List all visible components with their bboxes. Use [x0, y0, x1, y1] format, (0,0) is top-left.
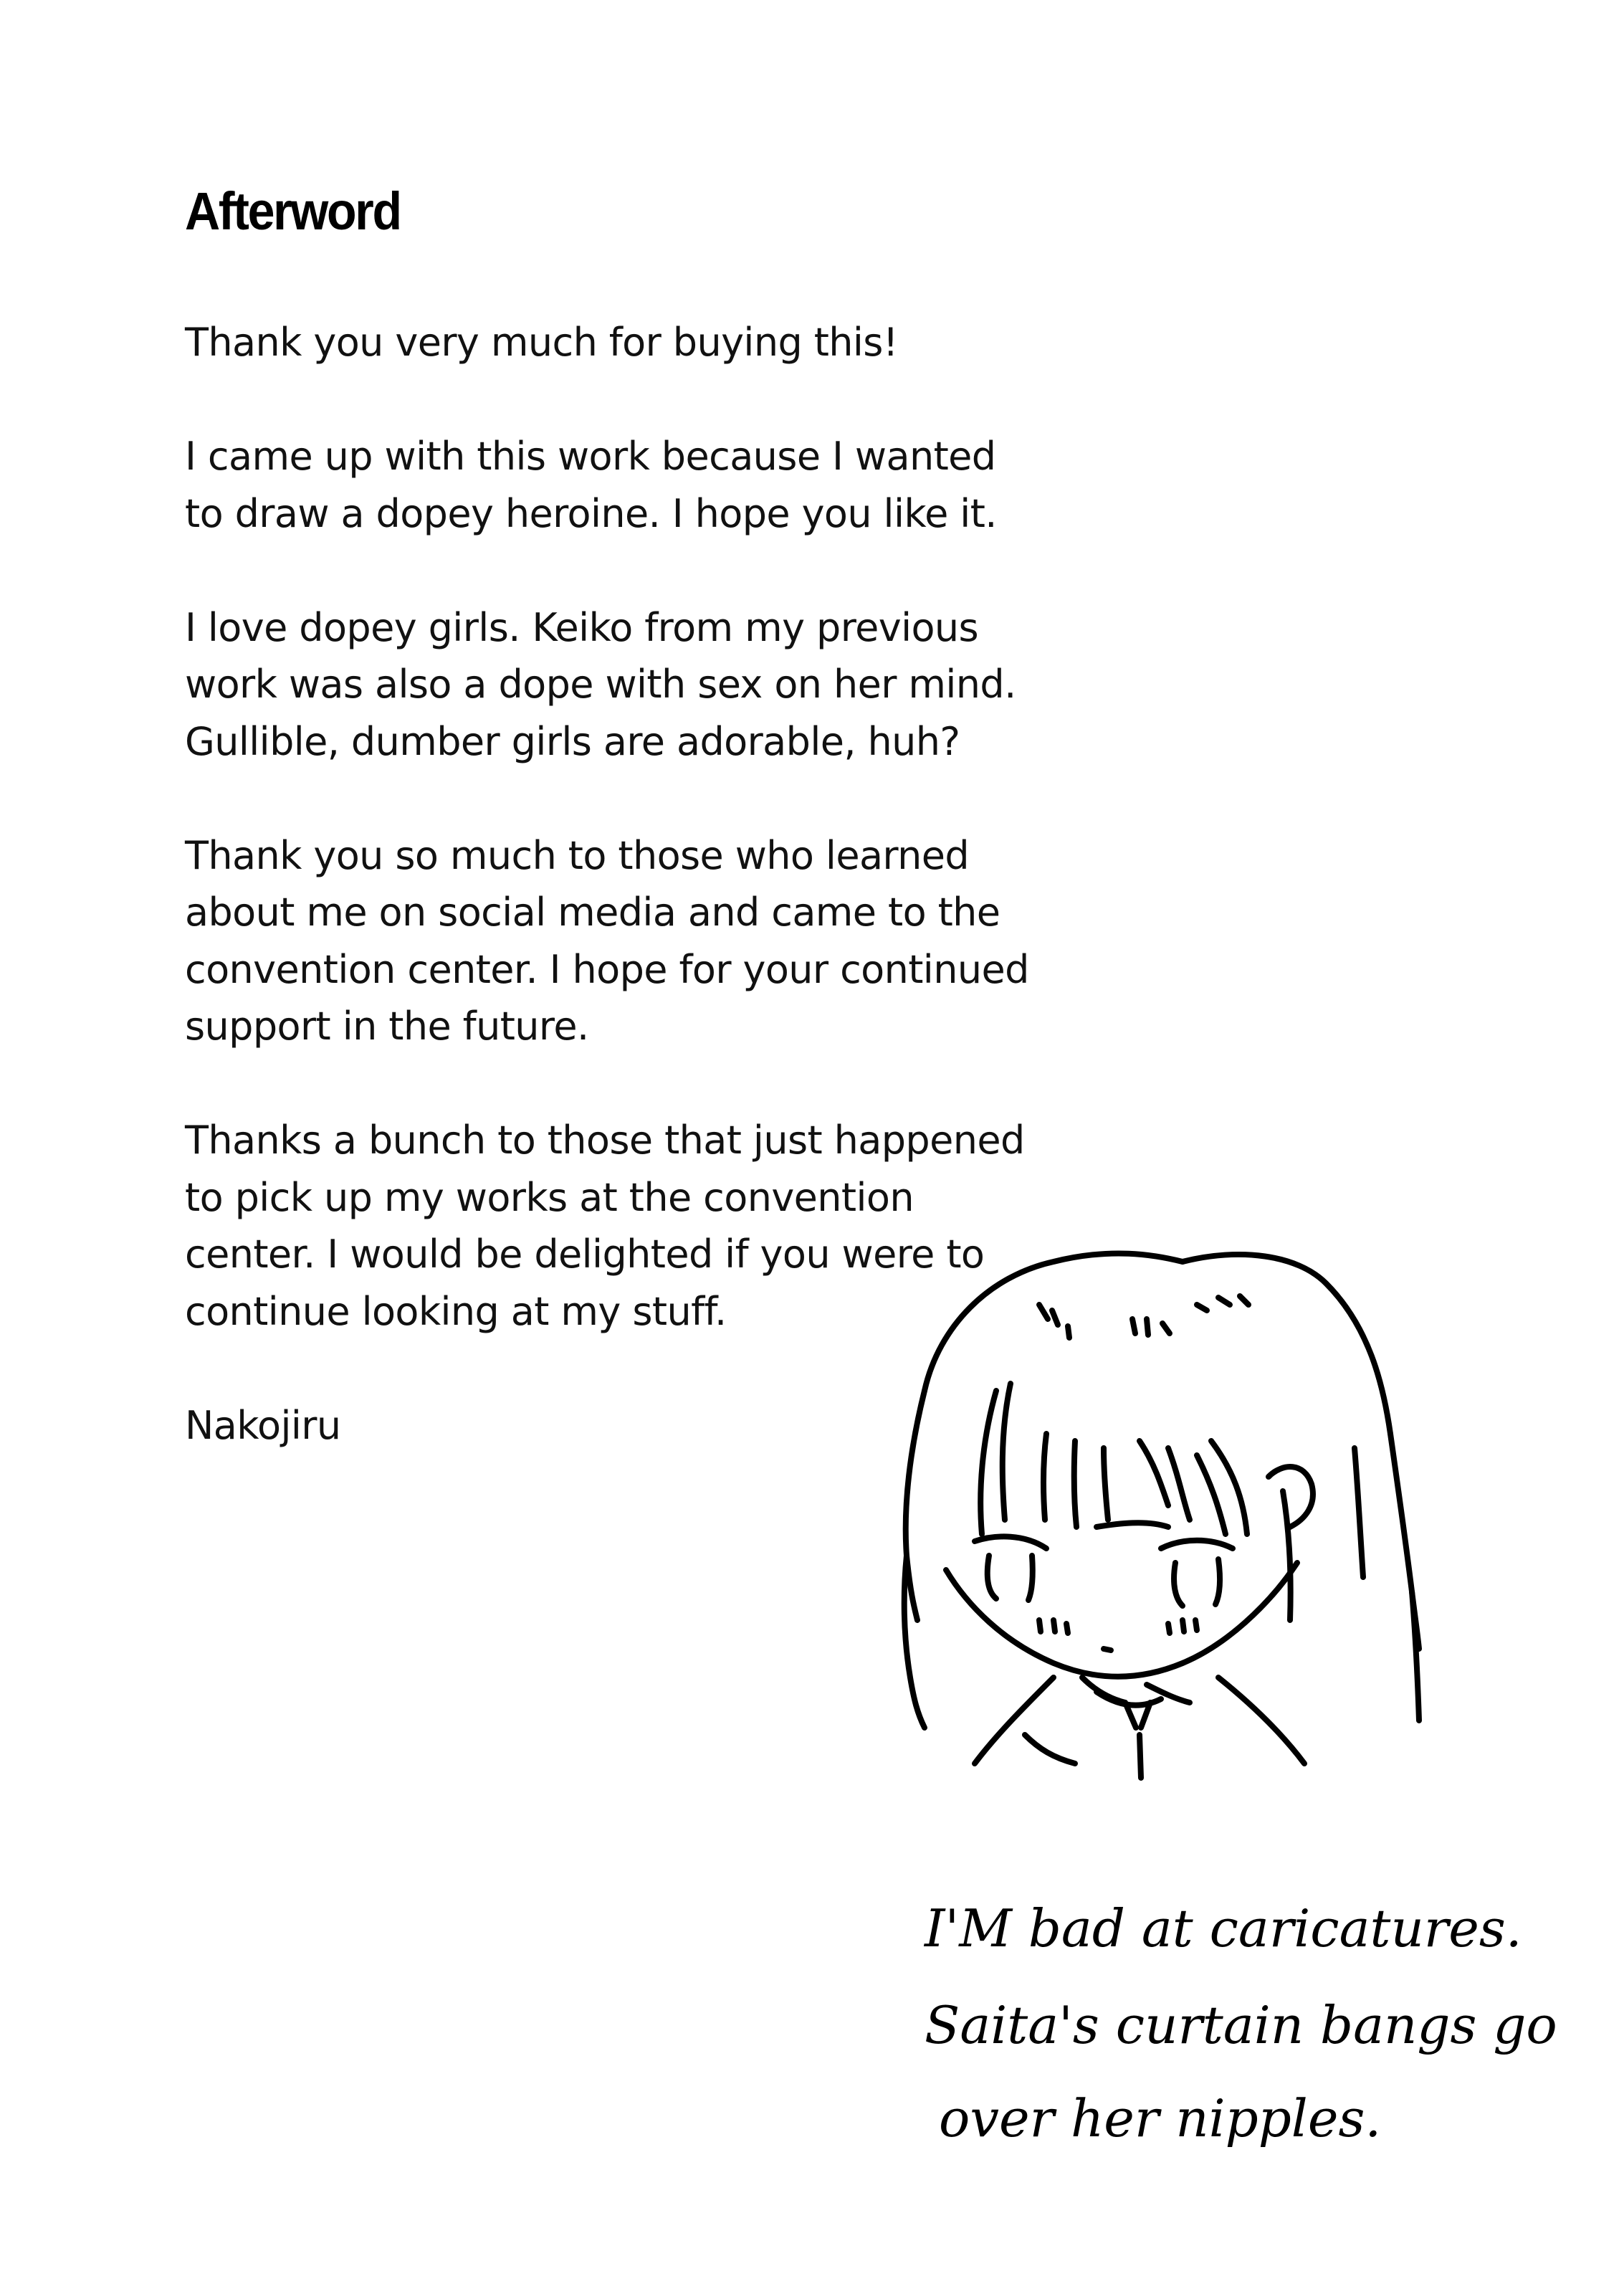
- paragraph-2: [185, 428, 1074, 542]
- handwritten-line-3: over her nipples.: [939, 2088, 1382, 2148]
- paragraph-3: [185, 599, 1074, 771]
- text-line: Thanks a bunch to those that just happened: [185, 1118, 1025, 1163]
- text-line: I love dopey girls. Keiko from my previous: [185, 604, 979, 650]
- signature-text: Nakojiru: [185, 1402, 341, 1448]
- text-line: work was also a dope with sex on her mind.: [185, 662, 1016, 707]
- text-line: support in the future.: [185, 1004, 589, 1049]
- text-line: center. I would be delighted if you were to: [185, 1232, 985, 1277]
- text-line: about me on social media and came to the: [185, 890, 1000, 935]
- page-title: Afterword: [185, 181, 401, 241]
- handwritten-line-2: Saita's curtain bangs go: [925, 1995, 1557, 2055]
- paragraph-4: [185, 827, 1074, 1055]
- text-line: to draw a dopey heroine. I hope you like it.: [185, 490, 997, 536]
- text-line: Thank you very much for buying this!: [185, 320, 898, 365]
- paragraph-1: [185, 314, 1074, 371]
- text-line: continue looking at my stuff.: [185, 1288, 727, 1334]
- text-line: Gullible, dumber girls are adorable, huh?: [185, 718, 960, 764]
- handwritten-line-1: I'M bad at caricatures.: [925, 1898, 1522, 1959]
- text-line: to pick up my works at the convention: [185, 1174, 914, 1220]
- text-line: I came up with this work because I wanted: [185, 434, 996, 479]
- text-line: convention center. I hope for your continued: [185, 946, 1029, 992]
- girl-sketch-illustration: [882, 1233, 1527, 1821]
- text-line: Thank you so much to those who learned: [185, 832, 970, 878]
